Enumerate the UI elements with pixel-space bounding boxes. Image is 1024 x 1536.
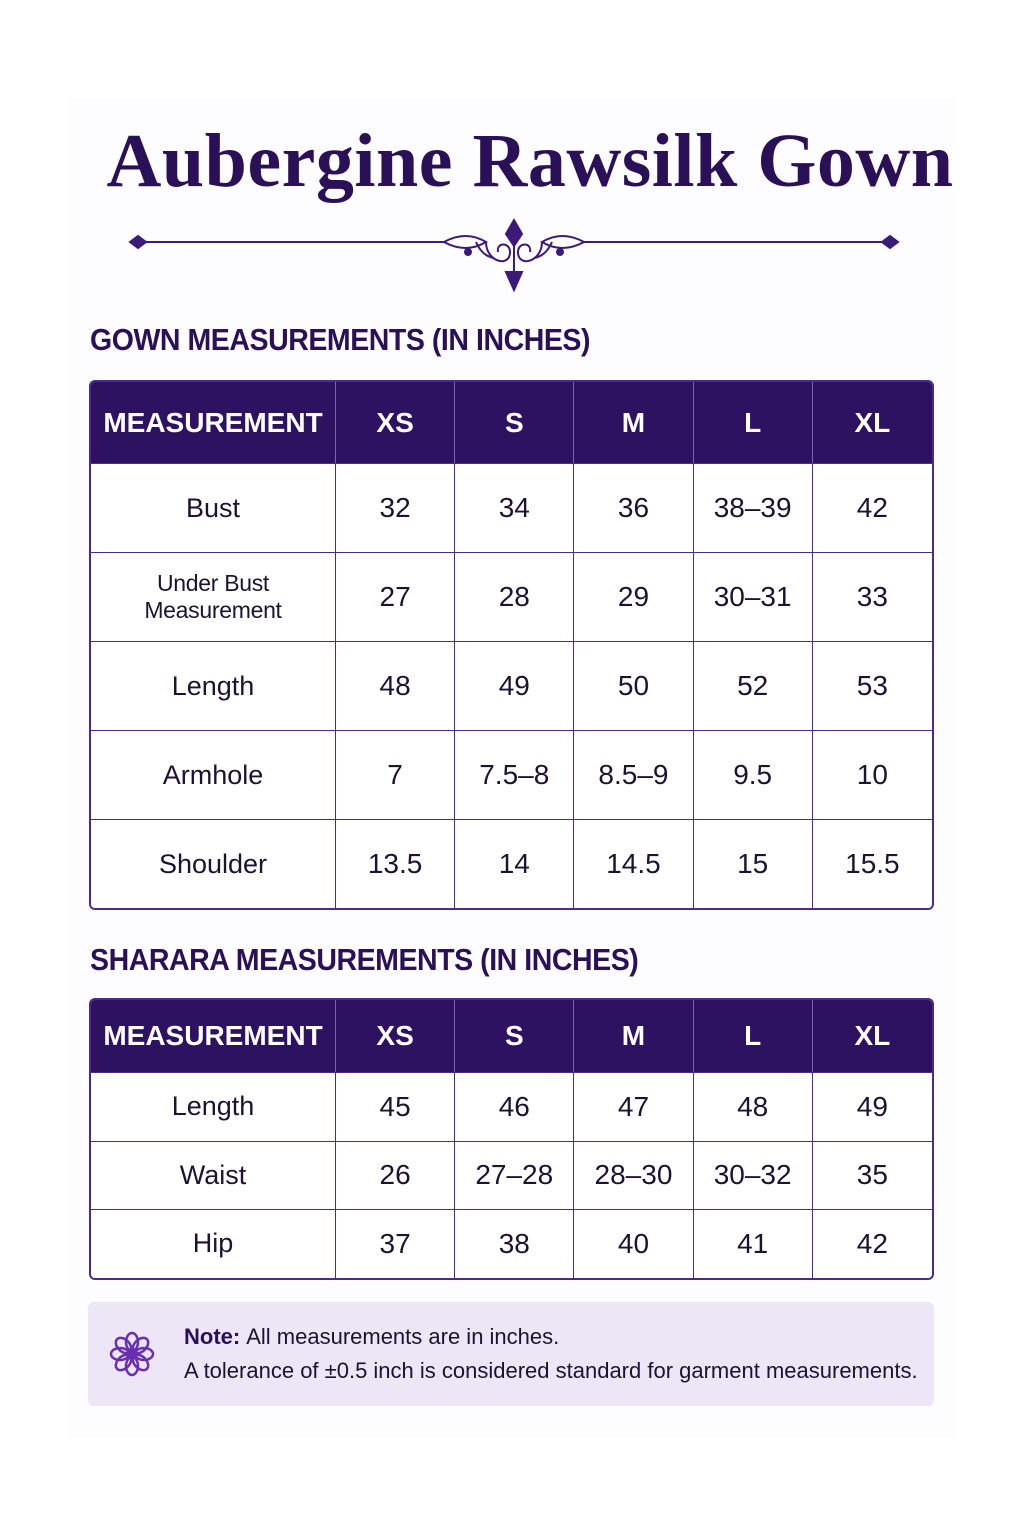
table-header-row [91, 1000, 932, 1072]
note-label: Note: [184, 1324, 241, 1349]
table-cell: 32 [336, 463, 455, 552]
column-header-m: M [574, 382, 693, 463]
sharara-section-heading: SHARARA MEASUREMENTS (IN INCHES) [90, 942, 639, 977]
row-label: Armhole [91, 730, 336, 819]
column-header-xl: XL [813, 1000, 932, 1072]
table-row [91, 463, 932, 552]
table-cell: 34 [455, 463, 574, 552]
column-header-measurement: MEASUREMENT [91, 1000, 336, 1072]
row-label: Hip [91, 1209, 336, 1278]
table-cell: 41 [694, 1209, 813, 1278]
table-cell: 28–30 [574, 1141, 693, 1210]
table-cell: 15.5 [813, 819, 932, 908]
table-cell: 48 [694, 1072, 813, 1141]
table-cell: 26 [336, 1141, 455, 1210]
table-row [91, 1141, 932, 1210]
table-cell: 30–32 [694, 1141, 813, 1210]
table-cell: 46 [455, 1072, 574, 1141]
row-label: Waist [91, 1141, 336, 1210]
note-box [88, 1302, 934, 1406]
table-row [91, 641, 932, 730]
table-row [91, 819, 932, 908]
table-cell: 14.5 [574, 819, 693, 908]
column-header-m: M [574, 1000, 693, 1072]
column-header-l: L [694, 382, 813, 463]
row-label: Length [91, 641, 336, 730]
table-row [91, 730, 932, 819]
table-cell: 53 [813, 641, 932, 730]
column-header-s: S [455, 382, 574, 463]
table-cell: 30–31 [694, 552, 813, 641]
gown-size-table [89, 380, 934, 910]
table-cell: 40 [574, 1209, 693, 1278]
table-cell: 38–39 [694, 463, 813, 552]
gown-section-heading: GOWN MEASUREMENTS (IN INCHES) [90, 322, 591, 357]
note-line-1 [184, 1324, 559, 1350]
column-header-measurement: MEASUREMENT [91, 382, 336, 463]
table-row [91, 552, 932, 641]
table-cell: 50 [574, 641, 693, 730]
table-cell: 15 [694, 819, 813, 908]
table-cell: 38 [455, 1209, 574, 1278]
table-cell: 42 [813, 463, 932, 552]
table-cell: 10 [813, 730, 932, 819]
table-cell: 8.5–9 [574, 730, 693, 819]
column-header-xs: XS [336, 382, 455, 463]
table-row [91, 1209, 932, 1278]
table-cell: 9.5 [694, 730, 813, 819]
note-line-2: A tolerance of ±0.5 inch is considered standard for garment measurements. [184, 1358, 918, 1383]
column-header-l: L [694, 1000, 813, 1072]
table-cell: 45 [336, 1072, 455, 1141]
table-cell: 37 [336, 1209, 455, 1278]
column-header-xs: XS [336, 1000, 455, 1072]
column-header-xl: XL [813, 382, 932, 463]
note-text-1: All measurements are in inches. [246, 1324, 560, 1349]
sharara-size-table [89, 998, 934, 1280]
row-label: Under Bust Measurement [91, 552, 336, 641]
flower-icon [108, 1330, 156, 1378]
table-cell: 7.5–8 [455, 730, 574, 819]
table-cell: 36 [574, 463, 693, 552]
table-cell: 27 [336, 552, 455, 641]
table-cell: 28 [455, 552, 574, 641]
table-cell: 48 [336, 641, 455, 730]
table-cell: 29 [574, 552, 693, 641]
table-cell: 14 [455, 819, 574, 908]
table-cell: 35 [813, 1141, 932, 1210]
divider-ornament-icon [126, 212, 902, 296]
table-cell: 42 [813, 1209, 932, 1278]
row-label: Length [91, 1072, 336, 1141]
page-title: Aubergine Rawsilk Gown [106, 119, 954, 203]
table-cell: 49 [813, 1072, 932, 1141]
row-label: Bust [91, 463, 336, 552]
column-header-s: S [455, 1000, 574, 1072]
table-header-row [91, 382, 932, 463]
table-cell: 47 [574, 1072, 693, 1141]
table-cell: 7 [336, 730, 455, 819]
table-row [91, 1072, 932, 1141]
table-cell: 27–28 [455, 1141, 574, 1210]
table-cell: 33 [813, 552, 932, 641]
table-cell: 52 [694, 641, 813, 730]
table-cell: 13.5 [336, 819, 455, 908]
row-label: Shoulder [91, 819, 336, 908]
table-cell: 49 [455, 641, 574, 730]
